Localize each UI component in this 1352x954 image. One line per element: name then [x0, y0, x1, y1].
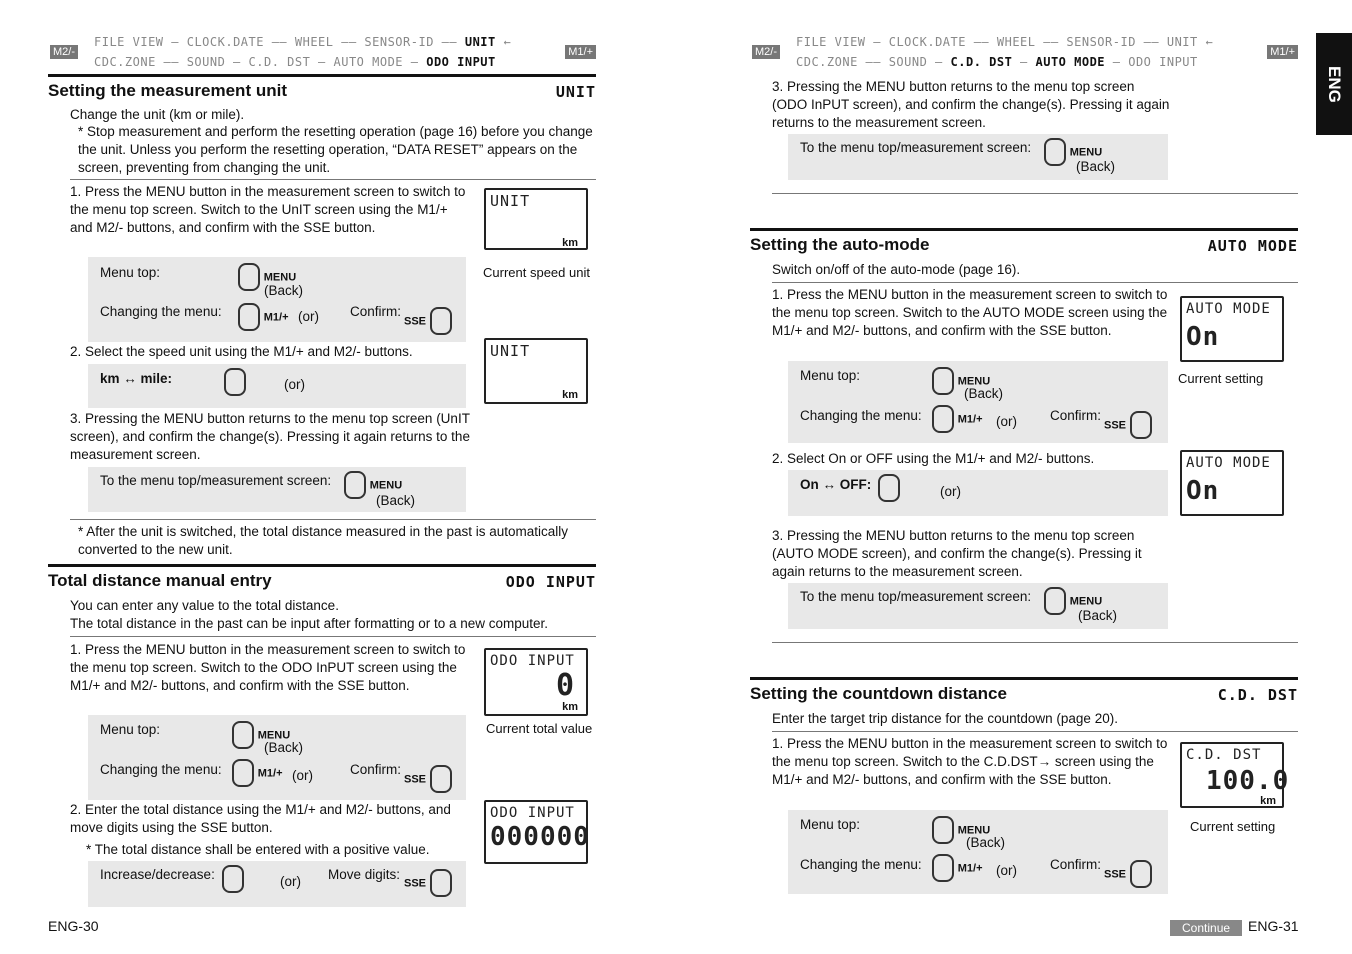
- intro-text: Switch on/off of the auto-mode (page 16).: [772, 262, 1021, 277]
- m1-m2-icon: [878, 474, 900, 502]
- lcd-tag: AUTO MODE: [1207, 237, 1298, 255]
- lcd-countdown-display: [1180, 742, 1290, 808]
- section-title-auto-mode: [750, 228, 1298, 255]
- lcd-text: ODO INPUT: [490, 653, 575, 669]
- m2-tab: M2/-: [752, 45, 780, 59]
- menu-item: SOUND: [888, 55, 928, 69]
- divider: [772, 731, 1298, 732]
- after-note: * After the unit is switched, the total distance measured in the past is automatically converted to the new unit.: [78, 524, 569, 557]
- instruction-box-auto-3: [788, 583, 1168, 629]
- menu-band-left: [48, 32, 596, 74]
- left-page: [48, 0, 608, 954]
- km-mile-label: km ↔ mile:: [100, 371, 173, 386]
- menu-label: MENU: [369, 479, 403, 492]
- intro-text-2: The total distance in the past can be input after formatting or to a new computer.: [70, 616, 549, 631]
- back-label: (Back): [376, 493, 416, 508]
- or-label: (or): [996, 414, 1017, 429]
- section-title-odo: [48, 564, 596, 591]
- menu-item-auto-mode: AUTO MODE: [333, 55, 404, 69]
- lcd-text: AUTO MODE: [1186, 301, 1271, 317]
- sse-icon: [1104, 411, 1152, 439]
- back-label: (Back): [966, 835, 1006, 850]
- m1-m2-icon: [222, 865, 244, 893]
- to-menu-top-label: To the menu top/measurement screen:: [100, 473, 332, 488]
- instruction-box-countdown: [788, 810, 1168, 894]
- section-title-text: Setting the countdown distance: [750, 684, 1007, 703]
- m1-m2-icon: [932, 405, 983, 433]
- step-3-odo: 3. Pressing the MENU button returns to the menu top screen (ODO InPUT screen), and confirm the change(s). Pressing it again returns to the measurement screen.: [772, 79, 1170, 130]
- note-text: * Stop measurement and perform the resetting operation (page 16) before you change the unit. Unless you perform the resetting operation, “DATA RESET” appears on the screen, preventing from changing the unit.: [78, 124, 593, 175]
- confirm-label: Confirm:: [350, 304, 402, 319]
- section-title-countdown: [750, 677, 1298, 704]
- lcd-auto-display: [1180, 296, 1284, 362]
- section-title-text: Setting the auto-mode: [750, 235, 930, 254]
- sse-icon: [404, 765, 452, 793]
- step-1-odo: 1. Press the MENU button in the measurement screen to switch to the menu top screen. Switch to the ODO InPUT screen using the M1/+ and M2/- buttons, and confirm with the SSE button.: [70, 642, 466, 693]
- divider: [772, 642, 1298, 643]
- changing-label: Changing the menu:: [800, 857, 922, 872]
- instruction-box-odo: [88, 715, 466, 800]
- section-title-unit: [48, 74, 596, 101]
- menu-item: CDC.ZONE: [796, 55, 858, 69]
- sse-label: SSE: [404, 315, 427, 328]
- back-label: (Back): [964, 386, 1004, 401]
- lcd-auto-display-2: [1180, 450, 1284, 516]
- divider: [70, 179, 596, 180]
- sse-label: SSE: [1104, 419, 1127, 432]
- intro-text: Enter the target trip distance for the countdown (page 20).: [772, 711, 1118, 726]
- section-title-text: Total distance manual entry: [48, 571, 272, 590]
- lcd-unit-display-2: [484, 338, 588, 404]
- page-number-text: ENG-30: [48, 918, 99, 934]
- menu-row1: FILE VIEW — CLOCK.DATE —— WHEEL —— SENSOR-ID —— UNIT ←: [796, 35, 1214, 49]
- changing-label: Changing the menu:: [100, 762, 222, 777]
- sse-label: SSE: [404, 773, 427, 786]
- eng-tab: ENG: [1316, 33, 1352, 135]
- menu-item-sensor-id: SENSOR-ID: [364, 35, 434, 49]
- instruction-box: [788, 134, 1168, 180]
- m2-tab: M2/-: [50, 45, 78, 59]
- sse-icon: [404, 869, 452, 897]
- back-label: (Back): [1078, 608, 1118, 623]
- menu-row1: FILE VIEW — CLOCK.DATE —— WHEEL —— SENSOR-ID —— UNIT ←: [94, 35, 512, 49]
- note-positive: * The total distance shall be entered with a positive value.: [86, 842, 430, 857]
- menu-top-label: Menu top:: [100, 722, 161, 737]
- menu-top-label: Menu top:: [800, 817, 861, 832]
- lcd-value: On: [1186, 476, 1220, 506]
- sse-label: SSE: [1104, 868, 1127, 881]
- step-2-odo: 2. Enter the total distance using the M1/+ and M2/- buttons, and move digits using the SSE button.: [70, 802, 451, 835]
- menu-label: MENU: [957, 824, 991, 837]
- sse-icon: [404, 307, 452, 335]
- or-label: (or): [280, 874, 301, 889]
- sse-label: SSE: [404, 877, 427, 890]
- menu-label: MENU: [957, 375, 991, 388]
- lcd-text: UNIT: [490, 192, 531, 210]
- m1-label: M1/+: [957, 413, 983, 426]
- lcd-km: km: [562, 389, 578, 401]
- menu-label: MENU: [263, 271, 297, 284]
- step-2: 2. Select the speed unit using the M1/+ and M2/- buttons.: [70, 344, 413, 359]
- to-menu-top-label: To the menu top/measurement screen:: [800, 140, 1032, 155]
- lcd-odo-display-2: [484, 800, 588, 864]
- right-page: [750, 0, 1310, 954]
- lcd-text: C.D. DST: [1186, 747, 1262, 763]
- instruction-box-3: [88, 467, 466, 512]
- m1-m2-icon: [224, 368, 246, 396]
- lcd-tag: C.D. DST: [1217, 686, 1298, 704]
- m1-m2-icon: [932, 854, 983, 882]
- menu-item: SENSOR-ID: [1066, 35, 1136, 49]
- back-label: (Back): [264, 740, 304, 755]
- lcd-digits: 000000: [490, 822, 590, 852]
- menu-label: MENU: [1069, 146, 1103, 159]
- caption-speed-unit: Current speed unit: [483, 265, 590, 280]
- m1-label: M1/+: [257, 767, 283, 780]
- instruction-box-2: [88, 364, 466, 408]
- divider: [70, 636, 596, 637]
- confirm-label: Confirm:: [1050, 857, 1102, 872]
- divider: [772, 193, 1298, 194]
- step-1-countdown: 1. Press the MENU button in the measurement screen to switch to the menu top screen. Switch to the C.D.DST→ screen using the M1/+ and M2/- buttons, and confirm with the SSE button.: [772, 736, 1168, 787]
- m1-tab: M1/+: [1267, 45, 1298, 59]
- increase-label: Increase/decrease:: [100, 867, 215, 882]
- menu-item: FILE VIEW: [796, 35, 866, 49]
- instruction-box-auto-2: [788, 470, 1168, 516]
- to-menu-top-label: To the menu top/measurement screen:: [800, 589, 1032, 604]
- menu-band-right: [750, 32, 1298, 74]
- caption-setting: Current setting: [1190, 819, 1276, 834]
- menu-item-cd-dst: C.D. DST: [248, 55, 311, 69]
- intro-text-1: You can enter any value to the total distance.: [70, 598, 339, 613]
- m1-m2-icon: [232, 759, 283, 787]
- menu-row2: CDC.ZONE —— SOUND — C.D. DST — AUTO MODE — ODO INPUT: [796, 55, 1198, 69]
- changing-label: Changing the menu:: [100, 304, 222, 319]
- menu-top-label: Menu top:: [800, 368, 861, 383]
- menu-item-auto-mode: AUTO MODE: [1035, 55, 1106, 69]
- lcd-km: km: [562, 237, 578, 249]
- section-title-text: Setting the measurement unit: [48, 81, 287, 100]
- or-label: (or): [298, 309, 319, 324]
- or-label: (or): [292, 768, 313, 783]
- step-3-auto: 3. Pressing the MENU button returns to the menu top screen (AUTO MODE screen), and confirm the change(s). Pressing it again returns to the measurement screen.: [772, 528, 1142, 579]
- or-label: (or): [284, 377, 305, 392]
- divider: [772, 282, 1298, 283]
- page-number-right: [1248, 918, 1299, 934]
- intro-text: Change the unit (km or mile).: [70, 107, 245, 122]
- lcd-tag: UNIT: [555, 83, 596, 101]
- menu-item: UNIT: [1166, 35, 1198, 49]
- confirm-label: Confirm:: [1050, 408, 1102, 423]
- instruction-box-auto: [788, 361, 1168, 443]
- step-2-auto: 2. Select On or OFF using the M1/+ and M2/- buttons.: [772, 451, 1095, 466]
- page-number-left: [48, 918, 99, 934]
- m1-tab: M1/+: [565, 45, 596, 59]
- menu-item-wheel: WHEEL: [294, 35, 334, 49]
- confirm-label: Confirm:: [350, 762, 402, 777]
- continue-label: Continue: [1170, 920, 1242, 936]
- back-label: (Back): [1076, 159, 1116, 174]
- or-label: (or): [996, 863, 1017, 878]
- lcd-value: 100.0: [1206, 766, 1290, 796]
- step-3: 3. Pressing the MENU button returns to the menu top screen (UnIT screen), and confirm the change(s). Pressing it again returns to the measurement screen.: [70, 411, 470, 462]
- menu-label: MENU: [257, 729, 291, 742]
- lcd-value: On: [1186, 322, 1220, 352]
- m1-label: M1/+: [957, 862, 983, 875]
- lcd-odo-display: [484, 648, 588, 716]
- lcd-value: 0: [556, 668, 576, 703]
- move-digits-label: Move digits:: [328, 867, 401, 882]
- m1-label: M1/+: [263, 311, 289, 324]
- caption-setting: Current setting: [1178, 371, 1264, 386]
- on-off-label: On ↔ OFF:: [800, 477, 872, 492]
- menu-item-sound: SOUND: [186, 55, 226, 69]
- caption-total: Current total value: [486, 721, 593, 736]
- menu-item: ODO INPUT: [1128, 55, 1198, 69]
- menu-item: WHEEL: [996, 35, 1036, 49]
- menu-top-label: Menu top:: [100, 265, 161, 280]
- step-1-auto: 1. Press the MENU button in the measurement screen to switch to the menu top screen. Switch to the AUTO MODE screen using the M1/+ and M2/- buttons, and confirm with the SSE button.: [772, 287, 1168, 338]
- instruction-box-odo-2: [88, 861, 466, 907]
- or-label: (or): [940, 484, 961, 499]
- menu-item-unit: UNIT: [464, 35, 496, 49]
- lcd-text: UNIT: [490, 342, 531, 360]
- menu-item-cdc-zone: CDC.ZONE: [94, 55, 156, 69]
- menu-item-file-view: FILE VIEW: [94, 35, 164, 49]
- page-number-text: ENG-31: [1248, 918, 1299, 934]
- lcd-tag: ODO INPUT: [505, 573, 596, 591]
- lcd-text: AUTO MODE: [1186, 455, 1271, 471]
- lcd-km: km: [562, 701, 578, 713]
- menu-row2: CDC.ZONE —— SOUND — C.D. DST — AUTO MODE — ODO INPUT: [94, 55, 496, 69]
- step-1: 1. Press the MENU button in the measurement screen to switch to the menu top screen. Switch to the UnIT screen using the M1/+ and M2/- buttons, and confirm with the SSE button.: [70, 184, 466, 235]
- changing-label: Changing the menu:: [800, 408, 922, 423]
- lcd-text: ODO INPUT: [490, 805, 575, 821]
- instruction-box: [88, 257, 466, 342]
- divider: [70, 519, 596, 520]
- lcd-unit-display: [484, 188, 588, 250]
- m1-m2-icon: [238, 303, 289, 331]
- sse-icon: [1104, 860, 1152, 888]
- back-label: (Back): [264, 283, 304, 298]
- menu-item-cd-dst: C.D. DST: [950, 55, 1013, 69]
- lcd-km: km: [1260, 795, 1276, 807]
- menu-item-clock-date: CLOCK.DATE: [186, 35, 264, 49]
- menu-item: CLOCK.DATE: [888, 35, 966, 49]
- menu-label: MENU: [1069, 595, 1103, 608]
- menu-item-odo-input: ODO INPUT: [426, 55, 496, 69]
